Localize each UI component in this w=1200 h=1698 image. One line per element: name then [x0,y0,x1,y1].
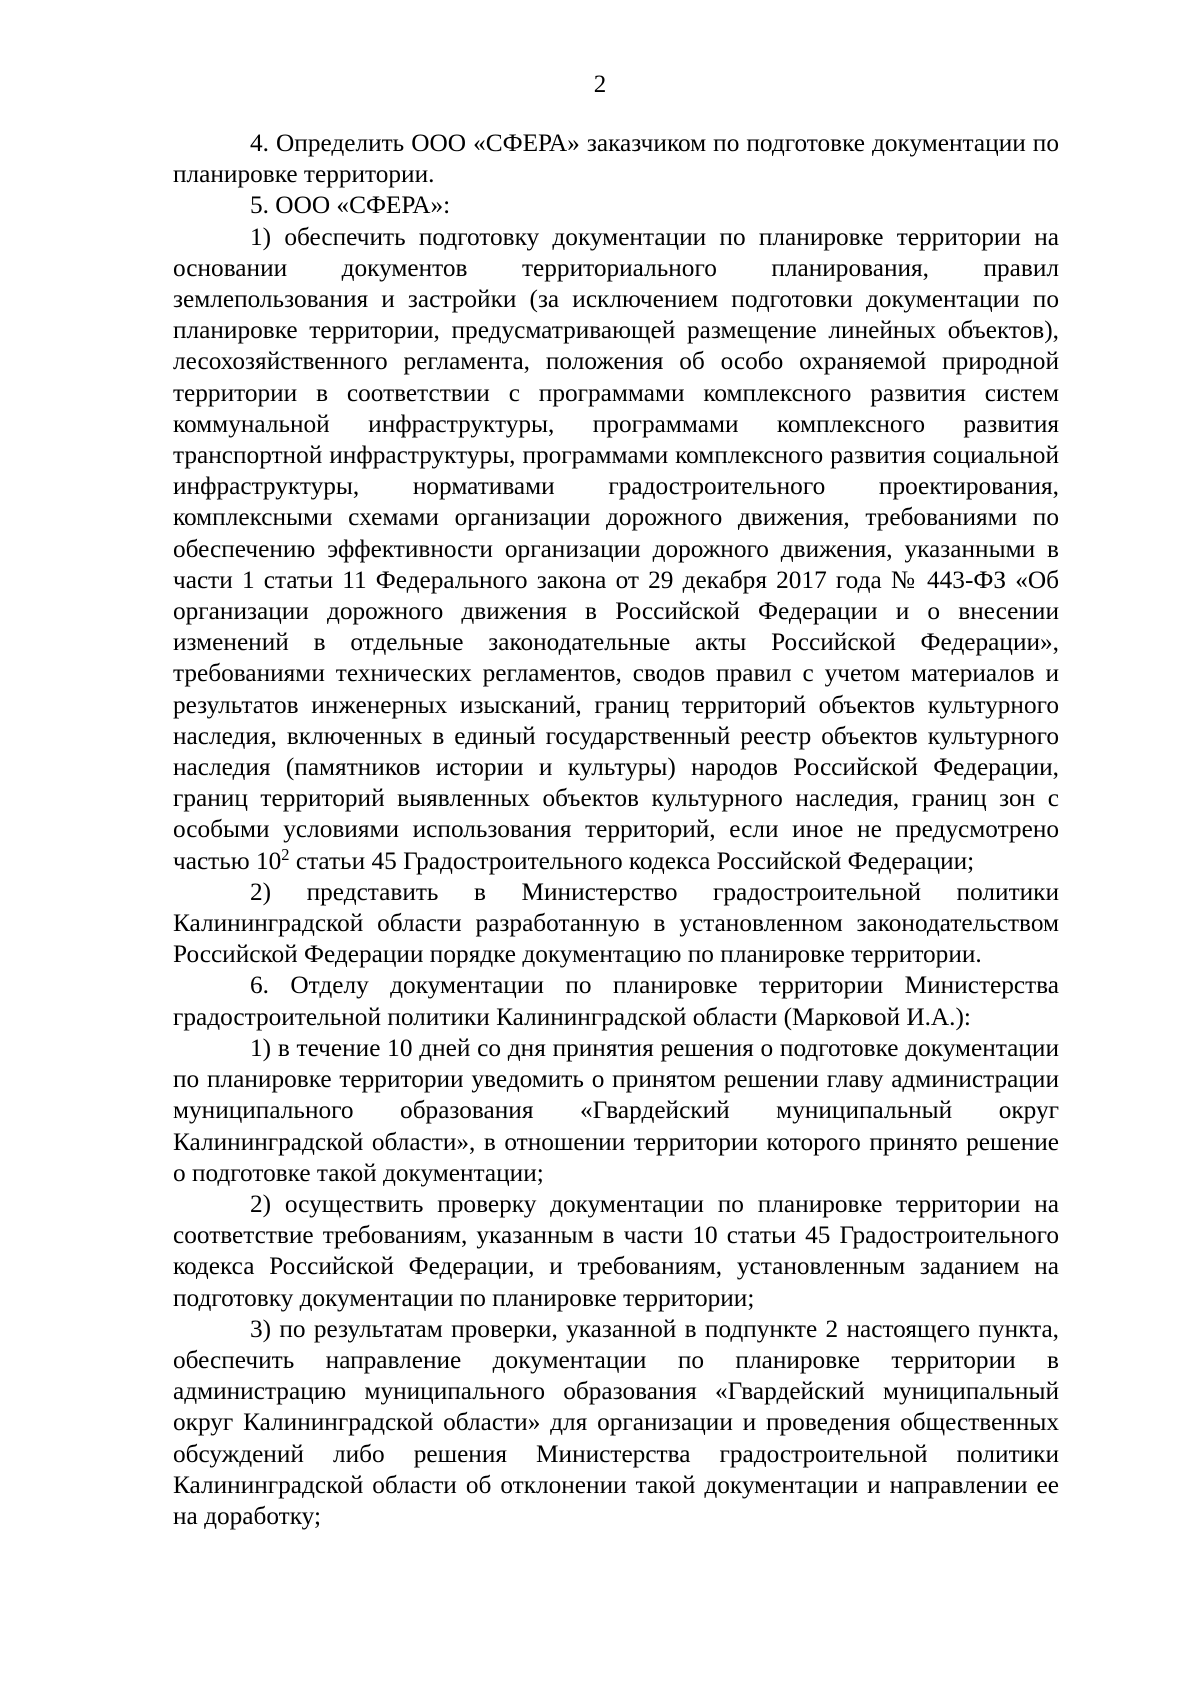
document-body [173,128,1059,1532]
paragraph-5: 5. ООО «СФЕРА»: [250,191,451,220]
paragraph-6-2: 2) осуществить проверку документации по планировке территории на соответствие требованиям, указанным в части 10 статьи 45 Градостроительного кодекса Российской Федерации, и требованиям, установленным заданием на подготовку документации по планировке территории; [173,1189,1059,1312]
paragraph-5-1-text: 1) обеспечить подготовку документации по планировке территории на основании документов территориального планирования, правил землепользования и застройки (за исключением подготовки документации по планировке территории, предусматривающей размещение линейных объектов), лесохозяйственного регламента, положения об особо охраняемой природной территории в соответствии с программами комплексного развития систем коммунальной инфраструктуры, программами комплексного развития транспортной инфраструктуры, программами комплексного развития социальной инфраструктуры, нормативами градостроительного проектирования, комплексными схемами организации дорожного движения, требованиями по обеспечению эффективности организации дорожного движения, указанными в части 1 статьи 11 Федерального закона от 29 декабря 2017 года № 443-ФЗ «Об организации дорожного движения в Российской Федерации и о внесении изменений в отдельные законодательные акты Российской Федерации», требованиями технических регламентов, сводов правил с учетом материалов и результатов инженерных изысканий, границ территорий объектов культурного наследия, включенных в единый государственный реестр объектов культурного наследия (памятников истории и культуры) народов Российской Федерации, границ территорий выявленных объектов культурного наследия, границ зон с особыми условиями использования территорий, если иное не предусмотрено частью 10 [173,222,1059,875]
paragraph-6-3: 3) по результатам проверки, указанной в подпункте 2 настоящего пункта, обеспечить направление документации по планировке территории в администрацию муниципального образования «Гвардейский муниципальный округ Калининградской области» для организации и проведения общественных обсуждений либо решения Министерства градостроительной политики Калининградской области об отклонении такой документации и направлении ее на доработку; [173,1314,1059,1530]
paragraph-6-1: 1) в течение 10 дней со дня принятия решения о подготовке документации по планировке территории уведомить о принятом решении главу администрации муниципального образования «Гвардейский муниципальный округ Калининградской области», в отношении территории которого принято решение о подготовке такой документации; [173,1033,1059,1187]
paragraph-5-1-text-after: статьи 45 Градостроительного кодекса Российской Федерации; [289,846,975,875]
paragraph-5-1 [173,222,1059,877]
page-number: 2 [593,71,607,98]
paragraph-4: 4. Определить ООО «СФЕРА» заказчиком по подготовке документации по планировке территории. [173,129,1059,189]
paragraph-6: 6. Отделу документации по планировке территории Министерства градостроительной политики Калининградской области (Марковой И.А.): [173,971,1059,1031]
paragraph-5-2: 2) представить в Министерство градостроительной политики Калининградской области разработанную в установленном законодательством Российской Федерации порядке документацию по планировке территории. [173,877,1059,969]
superscript: 2 [281,844,290,864]
